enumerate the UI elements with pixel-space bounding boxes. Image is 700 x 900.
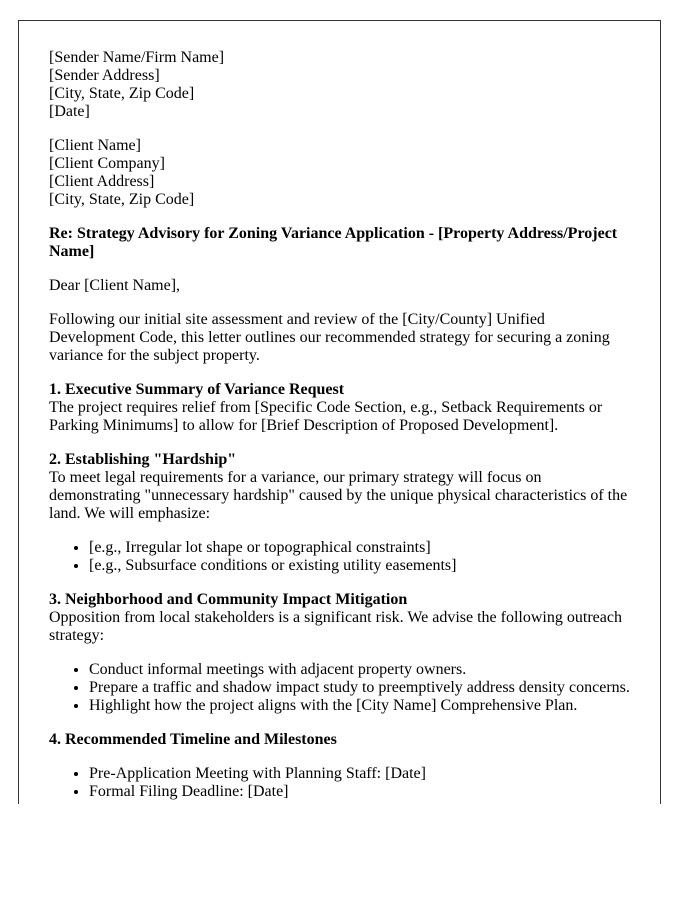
outreach-list [49,661,630,715]
intro-paragraph: Following our initial site assessment and review of the [City/County] Unified Development Code, this letter outlines our recommended strategy for securing a zoning variance for the subject property. [49,311,610,364]
client-company: [Client Company] [49,155,165,172]
section-body: The project requires relief from [Specific Code Section, e.g., Setback Requirements or Parking Minimums] to allow for [Brief Description of Proposed Development]. [49,399,603,434]
section-heading: 1. Executive Summary of Variance Request [49,381,345,398]
list-item: • Highlight how the project aligns with the [City Name] Comprehensive Plan. [89,697,630,715]
sender-address: [Sender Address] [49,67,160,84]
sender-block [49,49,630,121]
list-item: • Conduct informal meetings with adjacent property owners. [89,661,630,679]
list-item: • Formal Filing Deadline: [Date] [89,783,630,801]
list-item: • [e.g., Irregular lot shape or topographical constraints] [89,539,630,557]
list-item: • [e.g., Subsurface conditions or existing utility easements] [89,557,630,575]
section-1 [49,381,630,435]
section-3 [49,591,630,645]
sender-city: [City, State, Zip Code] [49,85,195,102]
section-body: To meet legal requirements for a variance, our primary strategy will focus on demonstrating "unnecessary hardship" caused by the unique physical characteristics of the land. We will emphasize: [49,469,628,522]
letter-page [18,20,661,804]
client-address: [Client Address] [49,173,155,190]
section-2 [49,451,630,523]
letter-date: [Date] [49,103,90,120]
section-heading: 2. Establishing "Hardship" [49,451,237,468]
list-item: • Prepare a traffic and shadow impact study to preemptively address density concerns. [89,679,630,697]
section-heading: 3. Neighborhood and Community Impact Mitigation [49,591,408,608]
section-4-heading: 4. Recommended Timeline and Milestones [49,731,337,748]
list-item: • Pre-Application Meeting with Planning Staff: [Date] [89,765,630,783]
client-name: [Client Name] [49,137,141,154]
client-city: [City, State, Zip Code] [49,191,195,208]
client-block [49,137,630,209]
subject-line: Re: Strategy Advisory for Zoning Variance Application - [Property Address/Project Name] [49,225,618,260]
sender-name: [Sender Name/Firm Name] [49,49,225,66]
section-body: Opposition from local stakeholders is a significant risk. We advise the following outreach strategy: [49,609,622,644]
salutation: Dear [Client Name], [49,277,181,294]
timeline-list [49,765,630,801]
hardship-list [49,539,630,575]
